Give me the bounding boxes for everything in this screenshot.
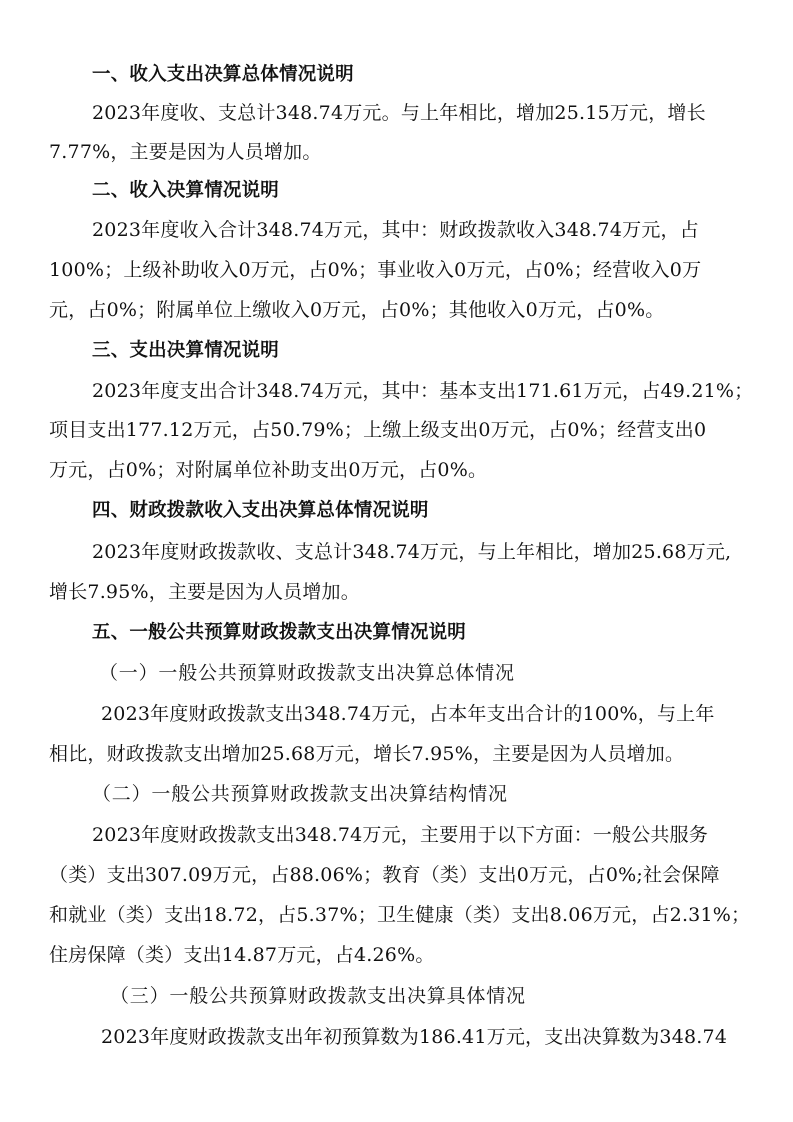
section-5-sub-2-para-line-1: 2023年度财政拨款支出348.74万元，主要用于以下方面：一般公共服务 bbox=[92, 824, 709, 846]
section-5-sub-1-para-line-1: 2023年度财政拨款支出348.74万元，占本年支出合计的100%，与上年 bbox=[101, 703, 715, 725]
section-1-heading: 一、收入支出决算总体情况说明 bbox=[92, 64, 354, 85]
section-3-heading: 三、支出决算情况说明 bbox=[92, 340, 280, 361]
section-3-para-line-3: 万元，占0%；对附属单位补助支出0万元，占0%。 bbox=[49, 459, 488, 481]
section-4-heading: 四、财政拨款收入支出决算总体情况说明 bbox=[92, 500, 429, 521]
section-5-heading: 五、一般公共预算财政拨款支出决算情况说明 bbox=[92, 622, 467, 643]
section-5-sub-2-heading: （二）一般公共预算财政拨款支出决算结构情况 bbox=[92, 783, 508, 805]
section-3-para-line-1: 2023年度支出合计348.74万元，其中：基本支出171.61万元，占49.21%； bbox=[92, 380, 754, 402]
section-2-heading: 二、收入决算情况说明 bbox=[92, 180, 280, 201]
section-4-para-line-2: 增长7.95%，主要是因为人员增加。 bbox=[49, 581, 360, 603]
section-3-para-line-2: 项目支出177.12万元，占50.79%；上缴上级支出0万元，占0%；经营支出0 bbox=[49, 419, 707, 441]
section-1-para-line-2: 7.77%，主要是因为人员增加。 bbox=[49, 141, 322, 163]
section-5-sub-1-para-line-2: 相比，财政拨款支出增加25.68万元，增长7.95%，主要是因为人员增加。 bbox=[49, 743, 685, 765]
section-2-para-line-3: 元，占0%；附属单位上缴收入0万元，占0%；其他收入0万元，占0%。 bbox=[49, 299, 665, 321]
section-2-para-line-2: 100%；上级补助收入0万元，占0%；事业收入0万元，占0%；经营收入0万 bbox=[49, 259, 702, 281]
section-2-para-line-1: 2023年度收入合计348.74万元，其中：财政拨款收入348.74万元，占 bbox=[92, 219, 699, 241]
section-5-sub-2-para-line-3: 和就业（类）支出18.72，占5.37%；卫生健康（类）支出8.06万元，占2.31%； bbox=[49, 904, 751, 926]
section-5-sub-1-heading: （一）一般公共预算财政拨款支出决算总体情况 bbox=[99, 662, 515, 684]
section-5-sub-3-heading: （三）一般公共预算财政拨款支出决算具体情况 bbox=[110, 985, 526, 1007]
section-5-sub-2-para-line-2: （类）支出307.09万元，占88.06%；教育（类）支出0万元，占0%;社会保障 bbox=[49, 864, 720, 886]
section-5-sub-2-para-line-4: 住房保障（类）支出14.87万元，占4.26%。 bbox=[49, 944, 435, 966]
section-1-para-line-1: 2023年度收、支总计348.74万元。与上年相比，增加25.15万元，增长 bbox=[92, 102, 706, 124]
section-5-sub-3-para-line-1: 2023年度财政拨款支出年初预算数为186.41万元，支出决算数为348.74 bbox=[101, 1026, 728, 1048]
section-4-para-line-1: 2023年度财政拨款收、支总计348.74万元，与上年相比，增加25.68万元, bbox=[92, 541, 732, 563]
